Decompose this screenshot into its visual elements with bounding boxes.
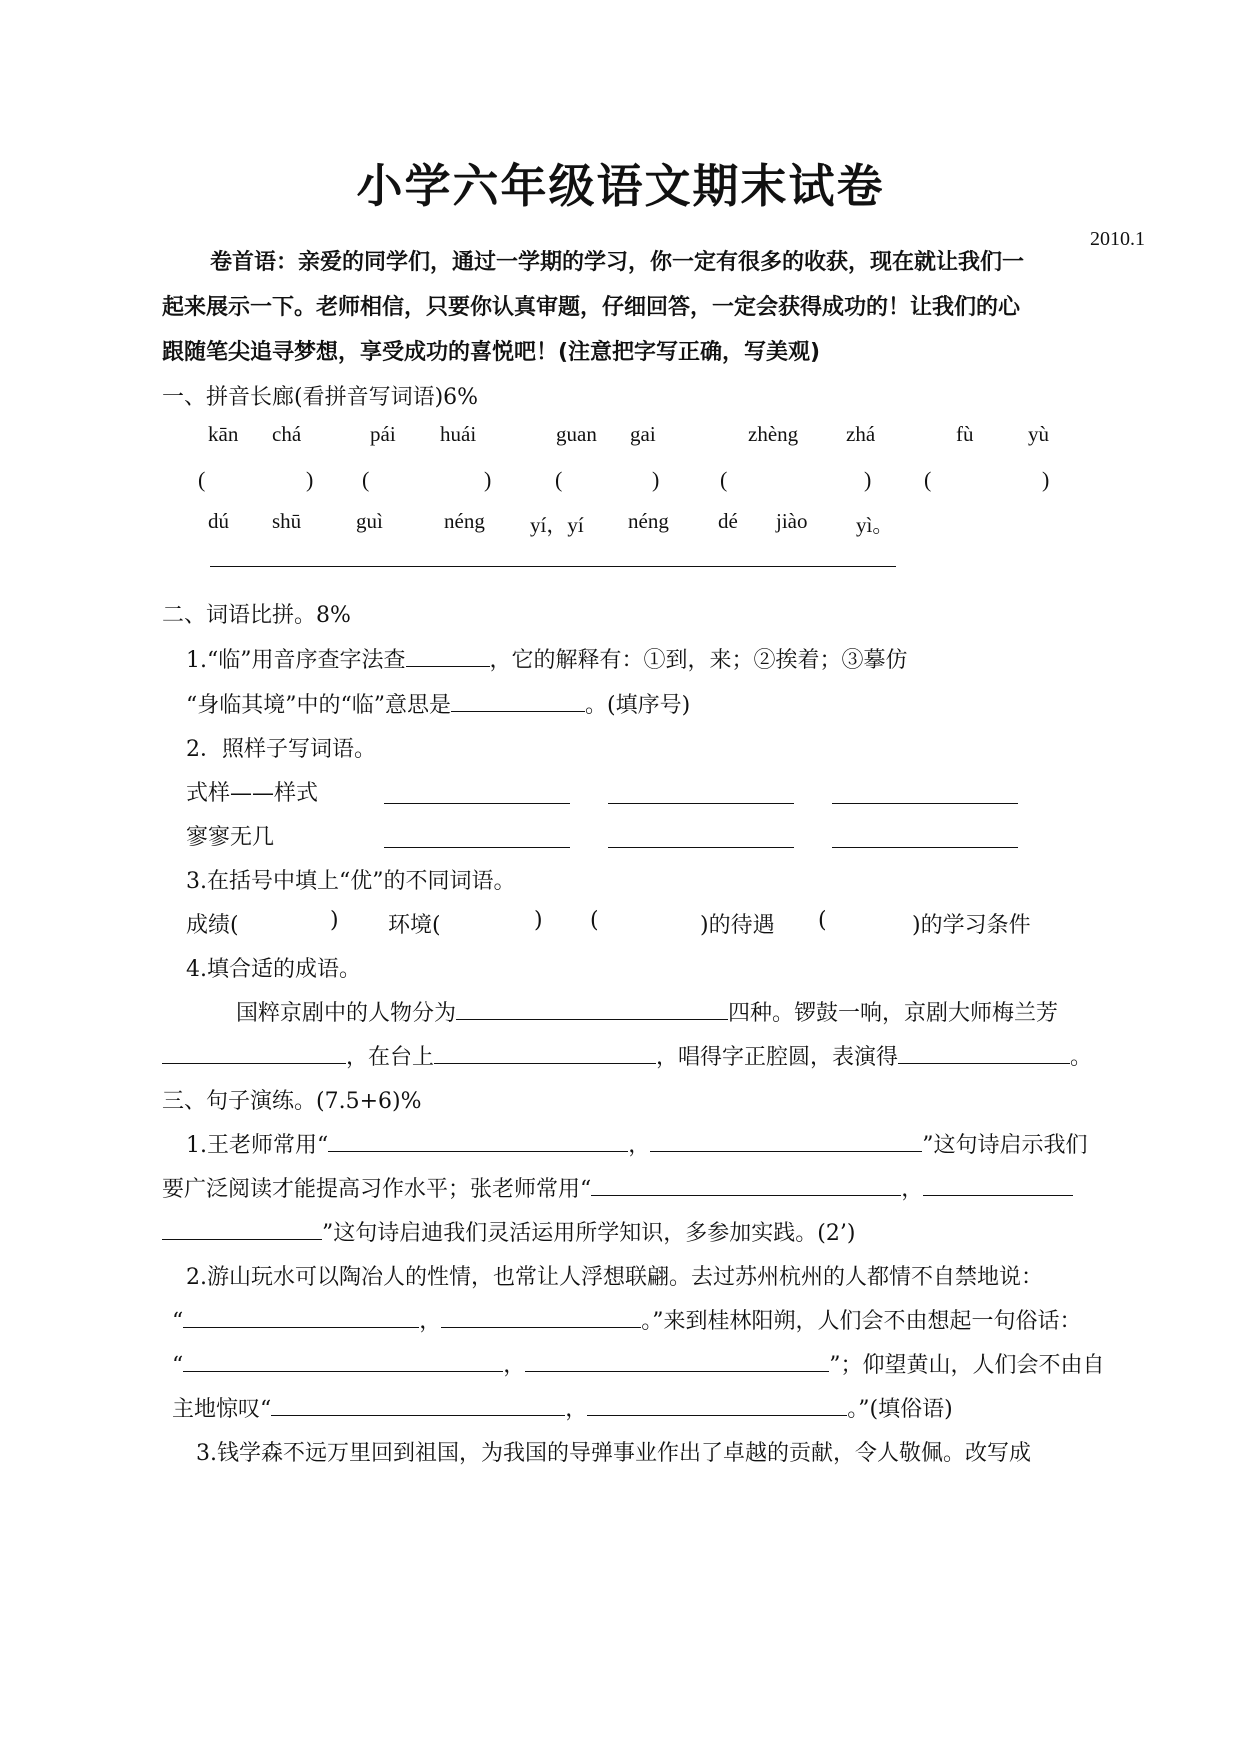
answer-line[interactable] bbox=[608, 847, 794, 848]
q4-line-2 bbox=[162, 1040, 1092, 1071]
pinyin: huái bbox=[440, 422, 477, 446]
answer-paren-open: ( bbox=[198, 467, 206, 492]
q1-line-2 bbox=[186, 688, 690, 719]
q3-item: ) bbox=[330, 908, 339, 933]
s3-q1-text: ， bbox=[628, 1133, 651, 1158]
s3-q2-text: ， bbox=[503, 1353, 526, 1378]
s3-q2-line-2 bbox=[172, 1304, 1082, 1335]
answer-blank[interactable] bbox=[441, 1307, 641, 1328]
s3-q2-text: ”；仰望黄山，人们会不由自 bbox=[829, 1353, 1105, 1378]
pinyin: zhá bbox=[846, 422, 876, 446]
answer-blank[interactable] bbox=[923, 1175, 1073, 1196]
exam-title: 小学六年级语文期末试卷 bbox=[356, 159, 885, 213]
section3-heading: 三、句子演练。(7.5+6)% bbox=[162, 1089, 422, 1114]
pinyin: gai bbox=[630, 422, 656, 446]
q3-item: )的待遇 bbox=[700, 913, 775, 938]
answer-line[interactable] bbox=[384, 803, 570, 804]
answer-blank[interactable] bbox=[162, 1219, 322, 1240]
q4-heading: 4.填合适的成语。 bbox=[186, 957, 361, 982]
s3-q2-line-4 bbox=[172, 1392, 953, 1423]
answer-blank[interactable] bbox=[328, 1131, 628, 1152]
q4-text: 国粹京剧中的人物分为 bbox=[236, 1001, 457, 1026]
s3-q2-text: “ bbox=[172, 1309, 184, 1334]
q3-item: 环境( bbox=[388, 913, 441, 938]
intro-line-3: 跟随笔尖追寻梦想，享受成功的喜悦吧！(注意把字写正确，写美观) bbox=[162, 340, 821, 365]
q3-item: )的学习条件 bbox=[912, 913, 1031, 938]
pinyin: guan bbox=[556, 422, 597, 446]
q1-line-1 bbox=[186, 643, 908, 674]
q3-item: ) bbox=[534, 908, 543, 933]
section1-heading: 一、拼音长廊(看拼音写词语)6% bbox=[162, 385, 479, 410]
pinyin: zhèng bbox=[748, 422, 799, 446]
answer-paren-close: ) bbox=[484, 467, 492, 492]
q1-text: “身临其境”中的“临”意思是 bbox=[186, 693, 451, 718]
s3-q2-line-3 bbox=[172, 1348, 1105, 1379]
q2-example-2: 寥寥无几 bbox=[186, 825, 275, 850]
q2-example-1: 式样——样式 bbox=[186, 781, 319, 806]
answer-paren-close: ) bbox=[1042, 467, 1050, 492]
s3-q2-text: 主地惊叹“ bbox=[172, 1397, 272, 1422]
s3-q1-line-2 bbox=[162, 1172, 1073, 1203]
pinyin: shū bbox=[272, 509, 302, 533]
pinyin: kān bbox=[208, 422, 239, 446]
s3-q1-text: 1.王老师常用“ bbox=[186, 1133, 329, 1158]
intro-line-1: 卷首语：亲爱的同学们，通过一学期的学习，你一定有很多的收获，现在就让我们一 bbox=[210, 250, 1025, 275]
s3-q2-text: “ bbox=[172, 1353, 184, 1378]
q2-heading: 2．照样子写词语。 bbox=[186, 737, 376, 762]
q3-item: ( bbox=[818, 908, 827, 933]
q4-text: 四种。锣鼓一响，京剧大师梅兰芳 bbox=[728, 1001, 1059, 1026]
s3-q1-text: 要广泛阅读才能提高习作水平；张老师常用“ bbox=[162, 1177, 592, 1202]
pinyin: chá bbox=[272, 422, 302, 446]
s3-q2-text: 。”来到桂林阳朔，人们会不由想起一句俗话： bbox=[641, 1309, 1082, 1334]
answer-blank[interactable] bbox=[591, 1175, 901, 1196]
answer-line[interactable] bbox=[832, 847, 1018, 848]
q3-item: 成绩( bbox=[186, 913, 239, 938]
answer-line[interactable] bbox=[210, 566, 896, 567]
pinyin: yù bbox=[1028, 422, 1049, 446]
pinyin: yì。 bbox=[856, 513, 894, 537]
answer-blank[interactable] bbox=[183, 1351, 503, 1372]
q1-text: 。(填序号) bbox=[585, 693, 691, 718]
pinyin: néng bbox=[628, 509, 669, 533]
q4-text: 。 bbox=[1070, 1045, 1093, 1070]
answer-blank[interactable] bbox=[587, 1395, 847, 1416]
pinyin: yí，yí bbox=[530, 513, 584, 537]
pinyin: dú bbox=[208, 509, 229, 533]
answer-blank[interactable] bbox=[162, 1043, 346, 1064]
pinyin: dé bbox=[718, 509, 738, 533]
q4-line-1 bbox=[236, 996, 1058, 1027]
s3-q2-text: ， bbox=[565, 1397, 588, 1422]
answer-line[interactable] bbox=[608, 803, 794, 804]
answer-blank[interactable] bbox=[406, 646, 490, 667]
answer-blank[interactable] bbox=[525, 1351, 829, 1372]
s3-q3-line-1: 3.钱学森不远万里回到祖国，为我国的导弹事业作出了卓越的贡献，令人敬佩。改写成 bbox=[196, 1441, 1031, 1466]
answer-blank[interactable] bbox=[434, 1043, 656, 1064]
s3-q1-text: ”这句诗启示我们 bbox=[922, 1133, 1088, 1158]
pinyin: fù bbox=[956, 422, 974, 446]
answer-paren-open: ( bbox=[720, 467, 728, 492]
s3-q2-text: ， bbox=[419, 1309, 442, 1334]
answer-blank[interactable] bbox=[183, 1307, 419, 1328]
pinyin: jiào bbox=[776, 509, 808, 533]
q4-text: ，唱得字正腔圆，表演得 bbox=[656, 1045, 899, 1070]
answer-blank[interactable] bbox=[271, 1395, 565, 1416]
answer-paren-close: ) bbox=[652, 467, 660, 492]
q3-item: ( bbox=[590, 908, 599, 933]
section2-heading: 二、词语比拼。8% bbox=[162, 603, 351, 628]
s3-q1-line-1 bbox=[186, 1128, 1088, 1159]
answer-paren-open: ( bbox=[924, 467, 932, 492]
s3-q1-line-3 bbox=[162, 1216, 855, 1247]
s3-q1-text: ， bbox=[901, 1177, 924, 1202]
answer-paren-open: ( bbox=[555, 467, 563, 492]
answer-blank[interactable] bbox=[451, 691, 585, 712]
pinyin: néng bbox=[444, 509, 485, 533]
answer-blank[interactable] bbox=[898, 1043, 1070, 1064]
answer-line[interactable] bbox=[832, 803, 1018, 804]
pinyin: guì bbox=[356, 509, 383, 533]
answer-line[interactable] bbox=[384, 847, 570, 848]
q1-text: 1.“临”用音序查字法查 bbox=[186, 648, 406, 673]
q4-text: ，在台上 bbox=[346, 1045, 435, 1070]
s3-q1-text: ”这句诗启迪我们灵活运用所学知识，多参加实践。(2’) bbox=[322, 1221, 856, 1246]
pinyin: pái bbox=[370, 422, 396, 446]
intro-line-2: 起来展示一下。老师相信，只要你认真审题，仔细回答，一定会获得成功的！让我们的心 bbox=[162, 295, 1021, 320]
exam-date: 2010.1 bbox=[1090, 228, 1145, 250]
answer-blank[interactable] bbox=[650, 1131, 922, 1152]
answer-blank[interactable] bbox=[456, 999, 728, 1020]
answer-paren-open: ( bbox=[362, 467, 370, 492]
q1-text: ，它的解释有：①到，来；②挨着；③摹仿 bbox=[489, 648, 908, 673]
answer-paren-close: ) bbox=[306, 467, 314, 492]
s3-q2-line-1: 2.游山玩水可以陶冶人的性情，也常让人浮想联翩。去过苏州杭州的人都情不自禁地说： bbox=[186, 1265, 1043, 1290]
s3-q2-text: 。”(填俗语) bbox=[847, 1397, 953, 1422]
answer-paren-close: ) bbox=[864, 467, 872, 492]
q3-heading: 3.在括号中填上“优”的不同词语。 bbox=[186, 869, 516, 894]
